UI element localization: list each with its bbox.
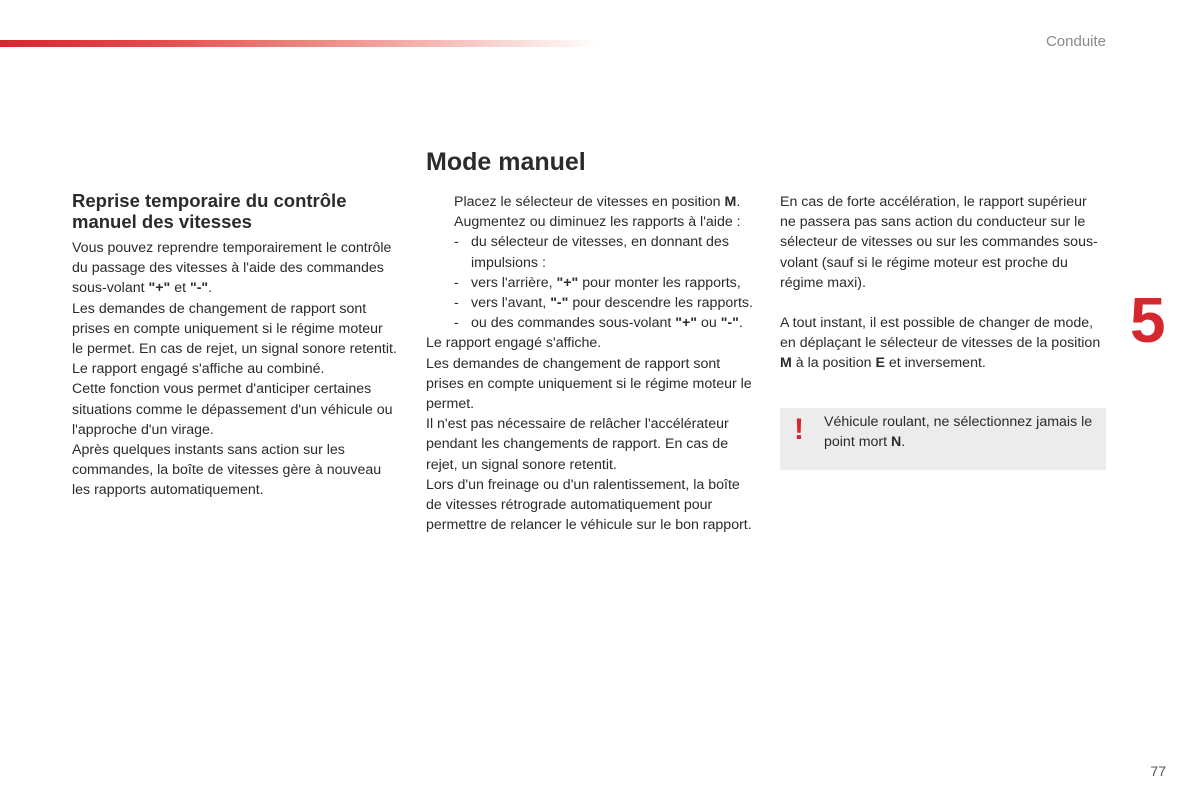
right-column xyxy=(780,192,1106,374)
section-title: Reprise temporaire du contrôle manuel des vitesses xyxy=(72,190,347,232)
paragraph: Lors d'un freinage ou d'un ralentissement, la boîte de vitesses rétrograde automatiquement pour permettre de relancer le véhicule sur le bon rapport. xyxy=(426,476,752,534)
left-column xyxy=(72,190,397,501)
chapter-number: 5 xyxy=(1130,284,1166,356)
paragraph: Le rapport engagé s'affiche au combiné. xyxy=(72,361,325,378)
paragraph: Le rapport engagé s'affiche. xyxy=(426,335,602,352)
paragraph: A tout instant, il est possible de changer de mode, en déplaçant le sélecteur de vitesses de la position M à la position E et inversement. xyxy=(780,315,1101,372)
spacer xyxy=(780,293,1106,313)
warning-icon: ! xyxy=(794,413,804,446)
paragraph: Cette fonction vous permet d'anticiper certaines situations comme le dépassement d'un véhicule ou l'approche d'un virage. xyxy=(72,381,393,438)
sub-list-item: - vers l'arrière, "+" pour monter les rapports, xyxy=(454,274,741,291)
list-item: Placez le sélecteur de vitesses en position M. xyxy=(454,194,741,210)
sub-list-item: - vers l'avant, "-" pour descendre les rapports. xyxy=(454,295,753,312)
sub-list-item: - du sélecteur de vitesses, en donnant des impulsions : xyxy=(454,234,729,271)
paragraph: Les demandes de changement de rapport sont prises en compte uniquement si le régime moteur le permet. En cas de rejet, un signal sonore retentit. xyxy=(72,300,397,358)
paragraph: Vous pouvez reprendre temporairement le contrôle du passage des vitesses à l'aide des commandes sous-volant "+" et "-". xyxy=(72,240,392,297)
section-name: Conduite xyxy=(1045,33,1106,50)
page-title: Mode manuel xyxy=(426,148,586,176)
paragraph: Les demandes de changement de rapport sont prises en compte uniquement si le régime moteur le permet. xyxy=(426,355,752,413)
list-item: Augmentez ou diminuez les rapports à l'aide : xyxy=(454,214,741,231)
main-column xyxy=(426,192,756,535)
paragraph: Après quelques instants sans action sur les commandes, la boîte de vitesses gère à nouveau les rapports automatiquement. xyxy=(72,442,382,499)
warning-box xyxy=(780,408,1106,470)
paragraph: En cas de forte accélération, le rapport supérieur ne passera pas sans action du conducteur sur le sélecteur de vitesses ou sur les commandes sous-volant (sauf si le régime moteur est proche du régime maxi). xyxy=(780,194,1098,291)
sub-list-item: - ou des commandes sous-volant "+" ou "-". xyxy=(454,315,743,332)
warning-text: Véhicule roulant, ne sélectionnez jamais le point mort N. xyxy=(824,414,1093,451)
paragraph: Il n'est pas nécessaire de relâcher l'accélérateur pendant les changements de rapport. En cas de rejet, un signal sonore retentit. xyxy=(426,416,729,473)
header-accent-bar xyxy=(0,40,600,47)
page-number: 77 xyxy=(1150,763,1166,779)
